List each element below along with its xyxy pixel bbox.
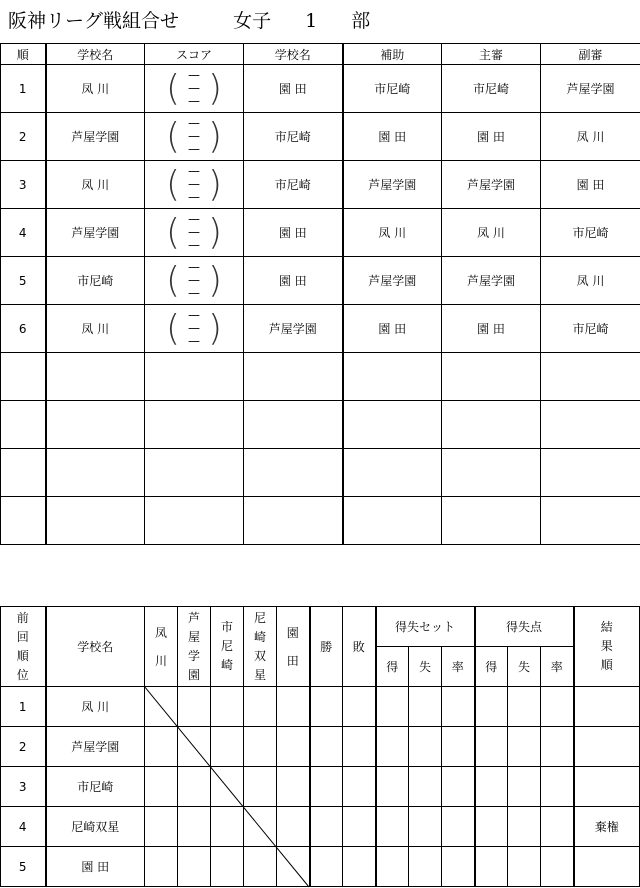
left-paren: ( <box>165 307 180 349</box>
empty-cell <box>541 497 640 545</box>
empty-cell <box>442 401 541 449</box>
standings-row <box>1 687 640 727</box>
header-sub-referee: 副審 <box>541 44 640 65</box>
losses-cell <box>343 807 376 847</box>
standings-diagonal-line <box>144 686 310 888</box>
stat-cell <box>475 847 508 887</box>
sets-ratio: 率 <box>442 647 475 687</box>
away-school: 園 田 <box>244 209 343 257</box>
empty-cell <box>244 497 343 545</box>
schedule-row <box>1 257 640 305</box>
schedule-empty-row <box>1 497 640 545</box>
score-cell <box>145 65 244 113</box>
header-team-4 <box>244 607 277 687</box>
score-brackets <box>166 309 222 348</box>
empty-cell <box>46 353 145 401</box>
header-prev-rank-text: 前回順位 <box>16 610 29 682</box>
empty-cell <box>145 449 244 497</box>
sub-referee-school: 市尼崎 <box>541 305 640 353</box>
sub-referee-school: 園 田 <box>541 161 640 209</box>
stat-cell <box>442 807 475 847</box>
score-cell <box>145 257 244 305</box>
match-order: 3 <box>1 161 46 209</box>
stat-cell <box>508 767 541 807</box>
score-dashes <box>188 261 200 300</box>
result-rank <box>574 847 640 887</box>
header-team-4-text: 尼崎双星 <box>253 610 266 682</box>
stat-cell <box>475 767 508 807</box>
score-dash: — <box>188 129 200 143</box>
page-title <box>8 6 370 33</box>
schedule-empty-row <box>1 353 640 401</box>
empty-cell <box>244 401 343 449</box>
header-prev-rank <box>1 607 46 687</box>
stat-cell <box>409 687 442 727</box>
empty-cell <box>145 401 244 449</box>
stat-cell <box>376 807 409 847</box>
points-lost: 失 <box>508 647 541 687</box>
score-dash: — <box>188 177 200 191</box>
title-number: 1 <box>305 10 318 32</box>
empty-cell <box>46 401 145 449</box>
schedule-empty-row <box>1 449 640 497</box>
stat-cell <box>376 767 409 807</box>
school-name: 凤 川 <box>46 687 145 727</box>
header-team-3 <box>211 607 244 687</box>
result-rank <box>574 767 640 807</box>
empty-cell <box>541 401 640 449</box>
standings-header-row <box>1 607 640 647</box>
header-result-rank-text: 結果順 <box>600 620 613 672</box>
home-school: 凤 川 <box>46 161 145 209</box>
empty-cell <box>442 449 541 497</box>
score-dash: — <box>188 164 200 178</box>
right-paren: ) <box>208 115 223 157</box>
stat-cell <box>541 807 574 847</box>
sub-referee-school: 市尼崎 <box>541 209 640 257</box>
schedule-row <box>1 65 640 113</box>
result-rank: 棄権 <box>574 807 640 847</box>
stat-cell <box>541 767 574 807</box>
losses-cell <box>343 727 376 767</box>
header-set-diff: 得失セット <box>376 607 475 647</box>
sub-referee-school: 凤 川 <box>541 113 640 161</box>
score-dash: — <box>188 81 200 95</box>
empty-cell <box>145 497 244 545</box>
empty-cell <box>244 353 343 401</box>
score-dash: — <box>188 190 200 204</box>
left-paren: ( <box>165 211 180 253</box>
header-wins: 勝 <box>310 607 343 687</box>
header-losses: 敗 <box>343 607 376 687</box>
home-school: 凤 川 <box>46 65 145 113</box>
stat-cell <box>475 807 508 847</box>
schedule-table <box>0 43 640 545</box>
prev-rank: 4 <box>1 807 46 847</box>
score-cell <box>145 305 244 353</box>
sub-referee-school: 芦屋学園 <box>541 65 640 113</box>
empty-cell <box>145 353 244 401</box>
header-result-rank <box>574 607 640 687</box>
score-cell <box>145 209 244 257</box>
schedule-header-row <box>1 44 640 65</box>
title-suffix: 部 <box>351 10 371 32</box>
prev-rank: 5 <box>1 847 46 887</box>
school-name: 尼崎双星 <box>46 807 145 847</box>
referee-school: 芦屋学園 <box>442 161 541 209</box>
left-paren: ( <box>165 259 180 301</box>
empty-cell <box>1 401 46 449</box>
header-order: 順 <box>1 44 46 65</box>
empty-cell <box>343 401 442 449</box>
stat-cell <box>442 847 475 887</box>
header-score: スコア <box>145 44 244 65</box>
header-team-1-text: 凤川 <box>154 625 167 668</box>
score-dash: — <box>188 273 200 287</box>
header-team-2 <box>178 607 211 687</box>
match-order: 2 <box>1 113 46 161</box>
losses-cell <box>343 687 376 727</box>
result-rank <box>574 727 640 767</box>
right-paren: ) <box>208 67 223 109</box>
assist-school: 市尼崎 <box>343 65 442 113</box>
stat-cell <box>409 727 442 767</box>
score-brackets <box>166 213 222 252</box>
prev-rank: 2 <box>1 727 46 767</box>
sets-won: 得 <box>376 647 409 687</box>
home-school: 芦屋学園 <box>46 113 145 161</box>
empty-cell <box>442 497 541 545</box>
schedule-row <box>1 113 640 161</box>
score-dashes <box>188 69 200 108</box>
assist-school: 芦屋学園 <box>343 161 442 209</box>
stat-cell <box>475 727 508 767</box>
wins-cell <box>310 807 343 847</box>
points-ratio: 率 <box>541 647 574 687</box>
score-dash: — <box>188 286 200 300</box>
header-team-5 <box>277 607 310 687</box>
stat-cell <box>541 847 574 887</box>
losses-cell <box>343 767 376 807</box>
header-point-diff: 得失点 <box>475 607 574 647</box>
standings-table <box>0 606 640 887</box>
stat-cell <box>442 687 475 727</box>
right-paren: ) <box>208 211 223 253</box>
empty-cell <box>343 353 442 401</box>
score-brackets <box>166 261 222 300</box>
prev-rank: 1 <box>1 687 46 727</box>
left-paren: ( <box>165 163 180 205</box>
score-dash: — <box>188 116 200 130</box>
sets-lost: 失 <box>409 647 442 687</box>
left-paren: ( <box>165 67 180 109</box>
score-dashes <box>188 165 200 204</box>
right-paren: ) <box>208 163 223 205</box>
score-brackets <box>166 165 222 204</box>
header-referee: 主審 <box>442 44 541 65</box>
score-dash: — <box>188 260 200 274</box>
assist-school: 園 田 <box>343 113 442 161</box>
empty-cell <box>46 497 145 545</box>
wins-cell <box>310 687 343 727</box>
score-cell <box>145 161 244 209</box>
right-paren: ) <box>208 307 223 349</box>
wins-cell <box>310 767 343 807</box>
points-won: 得 <box>475 647 508 687</box>
score-brackets <box>166 117 222 156</box>
stat-cell <box>508 847 541 887</box>
score-dash: — <box>188 321 200 335</box>
stat-cell <box>508 807 541 847</box>
score-dash: — <box>188 212 200 226</box>
stat-cell <box>442 767 475 807</box>
schedule-row <box>1 161 640 209</box>
empty-cell <box>46 449 145 497</box>
home-school: 市尼崎 <box>46 257 145 305</box>
standings-row <box>1 727 640 767</box>
away-school: 芦屋学園 <box>244 305 343 353</box>
empty-cell <box>1 497 46 545</box>
school-name: 園 田 <box>46 847 145 887</box>
schedule-empty-row <box>1 401 640 449</box>
standings-row <box>1 847 640 887</box>
score-cell <box>145 113 244 161</box>
header-school-b: 学校名 <box>244 44 343 65</box>
left-paren: ( <box>165 115 180 157</box>
away-school: 園 田 <box>244 65 343 113</box>
stat-cell <box>409 767 442 807</box>
school-name: 芦屋学園 <box>46 727 145 767</box>
stat-cell <box>508 687 541 727</box>
wins-cell <box>310 727 343 767</box>
stat-cell <box>541 727 574 767</box>
schedule-row <box>1 305 640 353</box>
title-division: 女子 <box>233 10 272 32</box>
match-order: 1 <box>1 65 46 113</box>
header-team-3-text: 市尼崎 <box>220 620 233 672</box>
score-dash: — <box>188 225 200 239</box>
score-dash: — <box>188 334 200 348</box>
prev-rank: 3 <box>1 767 46 807</box>
right-paren: ) <box>208 259 223 301</box>
stat-cell <box>409 847 442 887</box>
stat-cell <box>475 687 508 727</box>
away-school: 市尼崎 <box>244 113 343 161</box>
referee-school: 園 田 <box>442 305 541 353</box>
score-dashes <box>188 213 200 252</box>
stat-cell <box>442 727 475 767</box>
header-school: 学校名 <box>46 607 145 687</box>
empty-cell <box>1 449 46 497</box>
home-school: 芦屋学園 <box>46 209 145 257</box>
empty-cell <box>244 449 343 497</box>
score-dashes <box>188 117 200 156</box>
stat-cell <box>541 687 574 727</box>
score-dash: — <box>188 142 200 156</box>
referee-school: 芦屋学園 <box>442 257 541 305</box>
stat-cell <box>376 847 409 887</box>
wins-cell <box>310 847 343 887</box>
empty-cell <box>343 449 442 497</box>
losses-cell <box>343 847 376 887</box>
empty-cell <box>1 353 46 401</box>
result-rank <box>574 687 640 727</box>
match-order: 5 <box>1 257 46 305</box>
stat-cell <box>376 727 409 767</box>
empty-cell <box>343 497 442 545</box>
assist-school: 園 田 <box>343 305 442 353</box>
header-team-5-text: 園田 <box>286 625 299 668</box>
empty-cell <box>541 449 640 497</box>
stat-cell <box>508 727 541 767</box>
standings-row <box>1 767 640 807</box>
empty-cell <box>442 353 541 401</box>
referee-school: 園 田 <box>442 113 541 161</box>
away-school: 市尼崎 <box>244 161 343 209</box>
referee-school: 凤 川 <box>442 209 541 257</box>
school-name: 市尼崎 <box>46 767 145 807</box>
header-assist: 補助 <box>343 44 442 65</box>
match-order: 4 <box>1 209 46 257</box>
score-dash: — <box>188 238 200 252</box>
assist-school: 芦屋学園 <box>343 257 442 305</box>
stat-cell <box>409 807 442 847</box>
header-team-2-text: 芦屋学園 <box>187 610 200 682</box>
score-dash: — <box>188 94 200 108</box>
score-dashes <box>188 309 200 348</box>
stat-cell <box>376 687 409 727</box>
referee-school: 市尼崎 <box>442 65 541 113</box>
empty-cell <box>541 353 640 401</box>
assist-school: 凤 川 <box>343 209 442 257</box>
schedule-row <box>1 209 640 257</box>
title-main: 阪神リーグ戦組合せ <box>8 10 180 32</box>
home-school: 凤 川 <box>46 305 145 353</box>
match-order: 6 <box>1 305 46 353</box>
header-school-a: 学校名 <box>46 44 145 65</box>
sub-referee-school: 凤 川 <box>541 257 640 305</box>
away-school: 園 田 <box>244 257 343 305</box>
score-dash: — <box>188 68 200 82</box>
score-dash: — <box>188 308 200 322</box>
standings-row <box>1 807 640 847</box>
header-team-1 <box>145 607 178 687</box>
score-brackets <box>166 69 222 108</box>
